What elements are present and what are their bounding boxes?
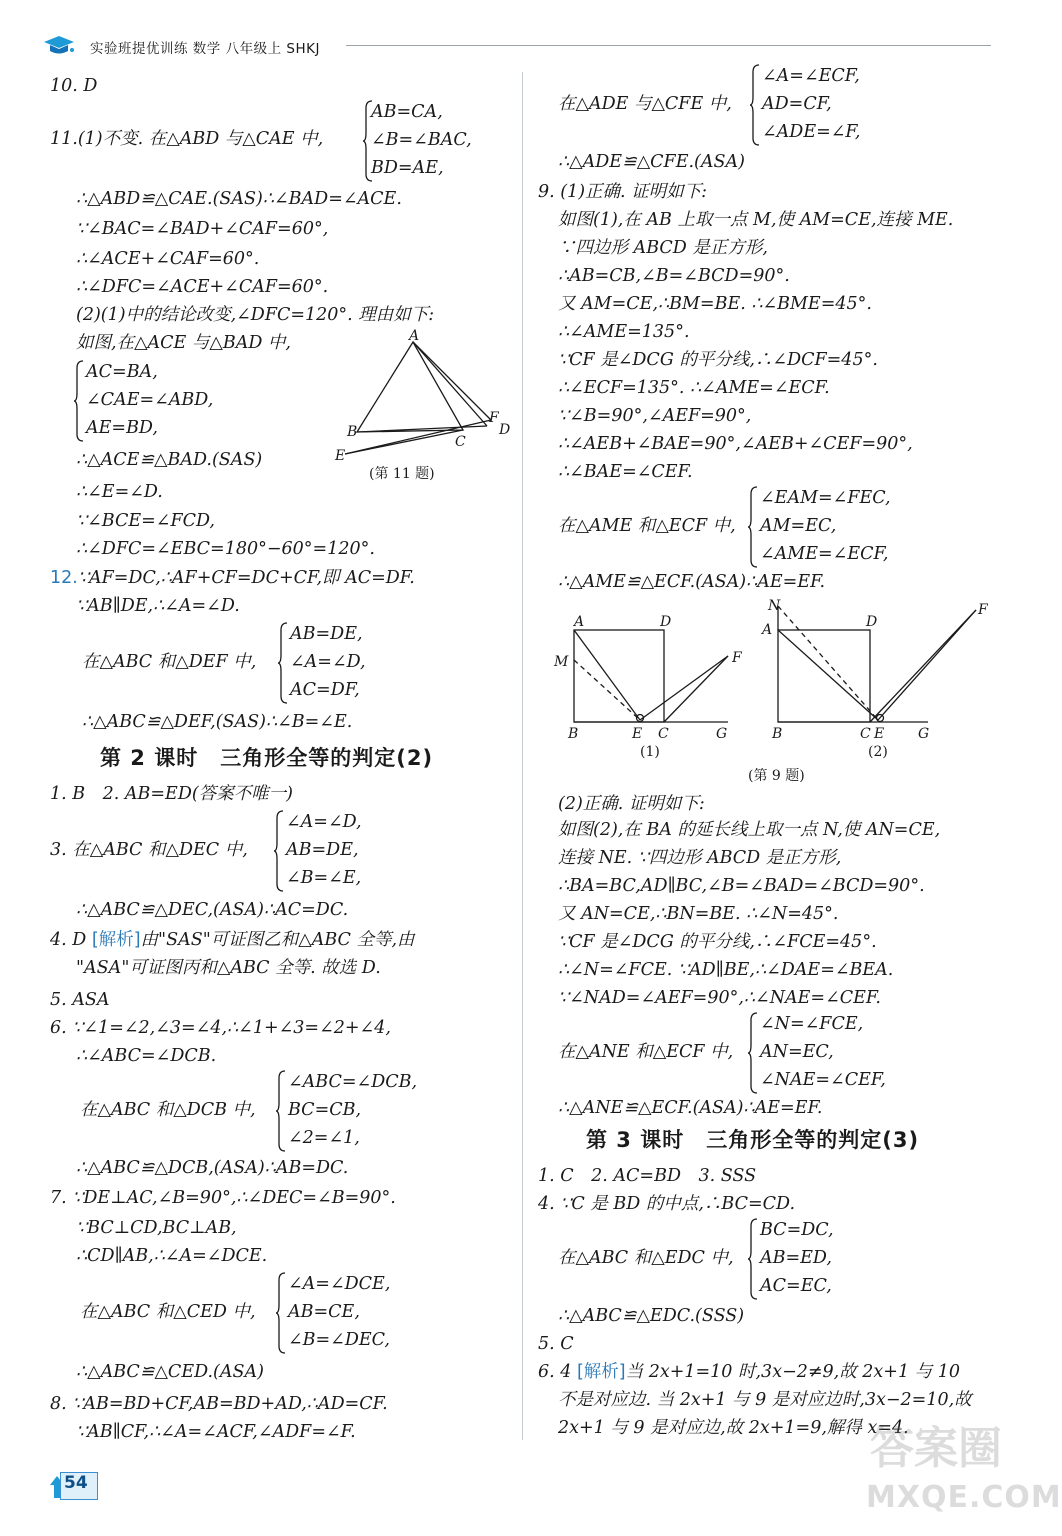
- vertex-label: E: [632, 726, 643, 742]
- answer-line: ∴△ABC≌△DCB,(ASA)∴AB=DC.: [76, 1158, 349, 1178]
- figure-9: [548, 600, 1003, 810]
- answer-line: 7. ∵DE⊥AC,∠B=90°,∴∠DEC=∠B=90°.: [50, 1188, 396, 1208]
- system-row: AD=CF,: [762, 94, 832, 114]
- system-row: ∠B=∠DEC,: [288, 1330, 390, 1350]
- system-row: ∠A=∠DCE,: [288, 1274, 391, 1294]
- system-row: AE=BD,: [86, 418, 158, 438]
- equation-system: [558, 1010, 958, 1096]
- answer-line: ∴∠ABC=∠DCB.: [76, 1046, 217, 1066]
- answer-line: 如图,在△ACE 与△BAD 中,: [76, 333, 291, 353]
- vertex-label: F: [732, 650, 742, 666]
- answer-line: ∵AB∥CF,∴∠A=∠ACF,∠ADF=∠F.: [76, 1422, 356, 1442]
- answer-line: 8. ∵AB=BD+CF,AB=BD+AD,∴AD=CF.: [50, 1394, 388, 1414]
- brace-icon: [278, 622, 288, 704]
- analysis-tag: [解析]: [576, 1362, 626, 1382]
- system-row: ∠N=∠FCE,: [760, 1014, 864, 1034]
- system-intro: 在△AME 和△ECF 中,: [558, 516, 736, 536]
- equation-system: [50, 98, 510, 184]
- system-row: ∠EAM=∠FEC,: [760, 488, 891, 508]
- answer-line: 又 AM=CE,∴BM=BE. ∴∠BME=45°.: [558, 294, 872, 314]
- vertex-label: B: [347, 424, 358, 440]
- vertex-label: A: [574, 614, 585, 630]
- brace-icon: [748, 486, 758, 568]
- answer-line: ∴△ANE≌△ECF.(ASA)∴AE=EF.: [558, 1098, 823, 1118]
- header-title: 实验班提优训练 数学 八年级上 SHKJ: [90, 41, 320, 57]
- system-row: ∠B=∠E,: [286, 868, 362, 888]
- answer-line: 9. (1)正确. 证明如下:: [538, 182, 708, 202]
- answer-line: ∴∠AME=135°.: [558, 322, 690, 342]
- system-intro: 在△ABC 和△EDC 中,: [558, 1248, 734, 1268]
- system-row: AB=ED,: [760, 1248, 832, 1268]
- system-row: ∠AME=∠ECF,: [760, 544, 889, 564]
- answer-line: "ASA"可证图丙和△ABC 全等. 故选 D.: [76, 958, 381, 978]
- answer-line: (2)(1)中的结论改变,∠DFC=120°. 理由如下:: [76, 305, 435, 325]
- system-row: BC=DC,: [760, 1220, 834, 1240]
- answer-line: ∴△AME≌△ECF.(ASA)∴AE=EF.: [558, 572, 826, 592]
- answer-text: 6. 4: [538, 1362, 572, 1382]
- answer-line: 又 AN=CE,∴BN=BE. ∴∠N=45°.: [558, 904, 839, 924]
- answer-line: ∵∠BCE=∠FCD,: [76, 511, 215, 531]
- figure-caption: (第 9 题): [748, 768, 805, 784]
- vertex-label: F: [978, 602, 988, 618]
- answer-line: ∴∠N=∠FCE. ∵AD∥BE,∴∠DAE=∠BEA.: [558, 960, 894, 980]
- vertex-label: D: [866, 614, 878, 630]
- answer-line: ∵四边形 ABCD 是正方形,: [558, 238, 768, 258]
- system-row: ∠2=∠1,: [288, 1128, 360, 1148]
- answer-line: ∴BA=BC,AD∥BC,∠B=∠BAD=∠BCD=90°.: [558, 876, 925, 896]
- vertex-label: C: [455, 434, 466, 450]
- system-row: AB=DE,: [290, 624, 363, 644]
- equation-system: [74, 358, 274, 444]
- answer-line: ∴△ACE≌△BAD.(SAS): [76, 450, 263, 470]
- vertex-label: D: [499, 422, 511, 438]
- system-row: AC=DF,: [290, 680, 360, 700]
- equation-system: [558, 62, 958, 148]
- answer-line: [50, 928, 415, 952]
- answer-line: ∵∠NAD=∠AEF=90°,∴∠NAE=∠CEF.: [558, 988, 881, 1008]
- answer-line: [538, 1360, 960, 1384]
- answer-line: ∴∠AEB+∠BAE=90°,∠AEB+∠CEF=90°,: [558, 434, 913, 454]
- system-row: AB=DE,: [286, 840, 359, 860]
- page-number-badge: [50, 1470, 94, 1500]
- system-intro: 在△ADE 与△CFE 中,: [558, 94, 732, 114]
- brace-icon: [74, 360, 84, 442]
- system-row: AB=CE,: [288, 1302, 360, 1322]
- watermark-text: 答案圈: [870, 1423, 1002, 1474]
- question-number: 11.: [50, 129, 78, 149]
- answer-line: 2x+1 与 9 是对应边,故 2x+1=9,解得 x=4.: [558, 1418, 909, 1438]
- vertex-label: A: [762, 622, 773, 638]
- vertex-label: G: [716, 726, 728, 742]
- subfigure-label: (1): [640, 744, 660, 760]
- vertex-label: B: [568, 726, 579, 742]
- figure-caption: (第 11 题): [369, 466, 435, 482]
- section-heading: 第 3 课时 三角形全等的判定(3): [586, 1128, 920, 1152]
- answer-line: ∴CD∥AB,∴∠A=∠DCE.: [76, 1246, 268, 1266]
- watermark: [860, 1412, 1062, 1532]
- answer-line: ∴∠E=∠D.: [76, 482, 163, 502]
- brace-icon: [276, 1070, 286, 1152]
- vertex-label: D: [660, 614, 672, 630]
- system-row: BD=AE,: [371, 158, 444, 178]
- system-row: AC=BA,: [86, 362, 158, 382]
- vertex-label: B: [772, 726, 783, 742]
- system-row: ∠A=∠D,: [286, 812, 362, 832]
- system-intro: (1)不变. 在△ABD 与△CAE 中,: [77, 129, 324, 149]
- system-row: ∠ABC=∠DCB,: [288, 1072, 418, 1092]
- system-row: AB=CA,: [371, 102, 443, 122]
- brace-icon: [748, 1012, 758, 1094]
- answer-line: ∴△ABC≌△CED.(ASA): [76, 1362, 264, 1382]
- answer-line: ∵CF 是∠DCG 的平分线,∴∠FCE=45°.: [558, 932, 877, 952]
- system-row: ∠CAE=∠ABD,: [86, 390, 214, 410]
- answer-line: 1. B 2. AB=ED(答案不唯一): [50, 784, 294, 804]
- analysis-tag: [解析]: [91, 930, 141, 950]
- answer-line: 1. C 2. AC=BD 3. SSS: [538, 1166, 757, 1186]
- system-intro: 在△ABC 和△DEF 中,: [82, 652, 257, 672]
- brace-icon: [750, 64, 760, 146]
- system-row: BC=CB,: [288, 1100, 362, 1120]
- system-row: ∠A=∠ECF,: [762, 66, 860, 86]
- answer-line: 6. ∵∠1=∠2,∠3=∠4,∴∠1+∠3=∠2+∠4,: [50, 1018, 391, 1038]
- equation-system: [558, 1216, 958, 1302]
- answer-line: 5. ASA: [50, 990, 110, 1010]
- system-intro: 在△ABC 和△DCB 中,: [80, 1100, 256, 1120]
- system-intro: 在△ANE 和△ECF 中,: [558, 1042, 734, 1062]
- equation-system: [50, 808, 430, 894]
- answer-line: ∵BC⊥CD,BC⊥AB,: [76, 1218, 237, 1238]
- answer-line: 如图(1),在 AB 上取一点 M,使 AM=CE,连接 ME.: [558, 210, 954, 230]
- brace-icon: [748, 1218, 758, 1300]
- answer-line: ∴∠ACE+∠CAF=60°.: [76, 249, 260, 269]
- answer-text: 4. D: [50, 930, 87, 950]
- vertex-label: C: [658, 726, 669, 742]
- system-row: AC=EC,: [760, 1276, 832, 1296]
- system-row: AN=EC,: [760, 1042, 834, 1062]
- answer-line: ∴AB=CB,∠B=∠BCD=90°.: [558, 266, 790, 286]
- subfigure-label: (2): [868, 744, 888, 760]
- answer-line: ∵CF 是∠DCG 的平分线,∴∠DCF=45°.: [558, 350, 878, 370]
- vertex-label: A: [409, 328, 420, 344]
- answer-line: 4. ∵C 是 BD 的中点,∴BC=CD.: [538, 1194, 796, 1214]
- answer-text: 由"SAS"可证图乙和△ABC 全等,由: [140, 930, 415, 950]
- equation-system: [80, 1270, 480, 1356]
- answer-line: ∴△ABC≌△EDC.(SSS): [558, 1306, 745, 1326]
- answer-line: ∴△ABD≌△CAE.(SAS)∴∠BAD=∠ACE.: [76, 189, 402, 209]
- answer-line: (2)正确. 证明如下:: [558, 794, 705, 814]
- answer-line: 不是对应边. 当 2x+1 与 9 是对应边时,3x−2=10,故: [558, 1390, 972, 1410]
- page-number: 54: [64, 1473, 88, 1493]
- vertex-label: M: [554, 654, 569, 670]
- vertex-label: N: [768, 598, 781, 614]
- watermark-url: MXQE.COM: [866, 1480, 1062, 1515]
- vertex-label: F: [489, 410, 499, 426]
- system-row: ∠NAE=∠CEF,: [760, 1070, 886, 1090]
- question-number: 12.: [50, 568, 78, 588]
- system-row: ∠B=∠BAC,: [371, 130, 472, 150]
- vertex-label: G: [918, 726, 930, 742]
- answer-line: ∵∠B=90°,∠AEF=90°,: [558, 406, 752, 426]
- answer-line: ∴∠DFC=∠EBC=180°−60°=120°.: [76, 539, 375, 559]
- answer-line: ∵∠BAC=∠BAD+∠CAF=60°,: [76, 219, 329, 239]
- figure-11: [335, 330, 515, 490]
- answer-line: [50, 566, 415, 590]
- answer-line: ∴∠DFC=∠ACE+∠CAF=60°.: [76, 277, 329, 297]
- brace-icon: [274, 810, 284, 892]
- page-header: [28, 28, 993, 58]
- vertex-label: C: [860, 726, 871, 742]
- system-row: AM=EC,: [760, 516, 837, 536]
- brace-icon: [276, 1272, 286, 1354]
- system-row: ∠A=∠D,: [290, 652, 366, 672]
- vertex-label: E: [874, 726, 885, 742]
- answer-line: ∵AB∥DE,∴∠A=∠D.: [76, 596, 240, 616]
- book-logo-icon: [42, 34, 76, 60]
- answer-line: 连接 NE. ∵四边形 ABCD 是正方形,: [558, 848, 842, 868]
- section-heading: 第 2 课时 三角形全等的判定(2): [100, 746, 434, 770]
- answer-line: 10. D: [50, 76, 98, 96]
- system-intro: 3. 在△ABC 和△DEC 中,: [50, 840, 248, 860]
- equation-system: [558, 484, 958, 570]
- vertex-label: E: [335, 448, 346, 464]
- answer-text: 当 2x+1=10 时,3x−2≠9,故 2x+1 与 10: [625, 1362, 960, 1382]
- answer-line: ∴△ABC≌△DEF,(SAS)∴∠B=∠E.: [82, 712, 353, 732]
- equation-system: [80, 1068, 480, 1154]
- system-intro: 在△ABC 和△CED 中,: [80, 1302, 256, 1322]
- answer-line: 如图(2),在 BA 的延长线上取一点 N,使 AN=CE,: [558, 820, 941, 840]
- answer-text: ∵AF=DC,∴AF+CF=DC+CF,即 AC=DF.: [77, 568, 415, 588]
- answer-line: 5. C: [538, 1334, 574, 1354]
- answer-line: ∴△ADE≌△CFE.(ASA): [558, 152, 745, 172]
- answer-line: ∴∠BAE=∠CEF.: [558, 462, 693, 482]
- column-divider: [522, 72, 523, 1440]
- equation-system: [82, 620, 462, 706]
- answer-line: ∴∠ECF=135°. ∴∠AME=∠ECF.: [558, 378, 830, 398]
- header-rule: [346, 45, 991, 46]
- answer-line: ∴△ABC≌△DEC,(ASA)∴AC=DC.: [76, 900, 349, 920]
- system-row: ∠ADE=∠F,: [762, 122, 861, 142]
